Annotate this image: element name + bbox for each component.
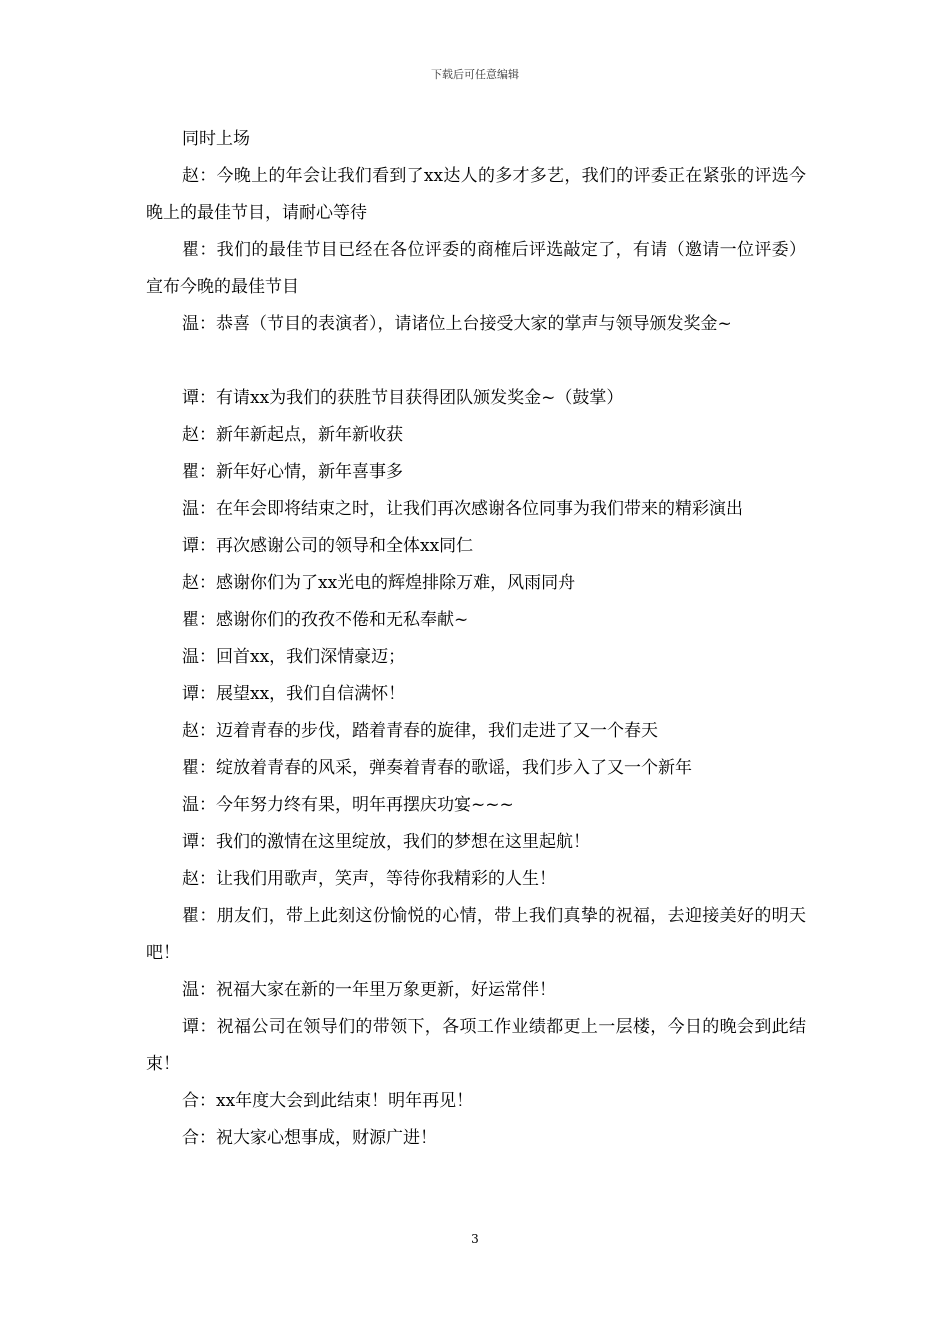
paragraph-3: 瞿：我们的最佳节目已经在各位评委的商榷后评选敲定了，有请（邀请一位评委）宣布今晚的最佳节目 [146,240,806,297]
blank-line [146,343,806,380]
paragraph-4: 温：恭喜（节目的表演者），请诸位上台接受大家的掌声与领导颁发奖金~ [182,314,732,334]
paragraph-10: 赵：感谢你们为了xx光电的辉煌排除万难，风雨同舟 [182,573,576,593]
document-body [146,121,806,1157]
paragraph-13: 谭：展望xx，我们自信满怀！ [182,684,406,704]
paragraph-11: 瞿：感谢你们的孜孜不倦和无私奉献~ [182,610,469,630]
paragraph-8: 温：在年会即将结束之时，让我们再次感谢各位同事为我们带来的精彩演出 [182,499,743,519]
paragraph-22: 合：xx年度大会到此结束！明年再见！ [182,1091,474,1111]
paragraph-7: 瞿：新年好心情，新年喜事多 [182,462,403,482]
paragraph-12: 温：回首xx，我们深情豪迈； [182,647,406,667]
paragraph-18: 赵：让我们用歌声，笑声，等待你我精彩的人生！ [182,869,556,889]
paragraph-6: 赵：新年新起点，新年新收获 [182,425,403,445]
page-number: 3 [471,1232,479,1246]
paragraph-20: 温：祝福大家在新的一年里万象更新，好运常伴！ [182,980,556,1000]
paragraph-9: 谭：再次感谢公司的领导和全体xx同仁 [182,536,474,556]
paragraph-1: 同时上场 [182,129,250,149]
paragraph-23: 合：祝大家心想事成，财源广进！ [182,1128,437,1148]
paragraph-21: 谭：祝福公司在领导们的带领下，各项工作业绩都更上一层楼，今日的晚会到此结束！ [146,1017,806,1074]
paragraph-14: 赵：迈着青春的步伐，踏着青春的旋律，我们走进了又一个春天 [182,721,658,741]
paragraph-17: 谭：我们的激情在这里绽放，我们的梦想在这里起航！ [182,832,590,852]
paragraph-5: 谭：有请xx为我们的获胜节目获得团队颁发奖金~（鼓掌） [182,388,624,408]
paragraph-2: 赵：今晚上的年会让我们看到了xx达人的多才多艺，我们的评委正在紧张的评选今晚上的最佳节目，请耐心等待 [146,166,806,223]
page-header: 下载后可任意编辑 [431,68,519,81]
paragraph-15: 瞿：绽放着青春的风采，弹奏着青春的歌谣，我们步入了又一个新年 [182,758,692,778]
paragraph-19: 瞿：朋友们，带上此刻这份愉悦的心情，带上我们真挚的祝福，去迎接美好的明天吧！ [146,906,806,963]
paragraph-16: 温：今年努力终有果，明年再摆庆功宴~~~ [182,795,514,815]
